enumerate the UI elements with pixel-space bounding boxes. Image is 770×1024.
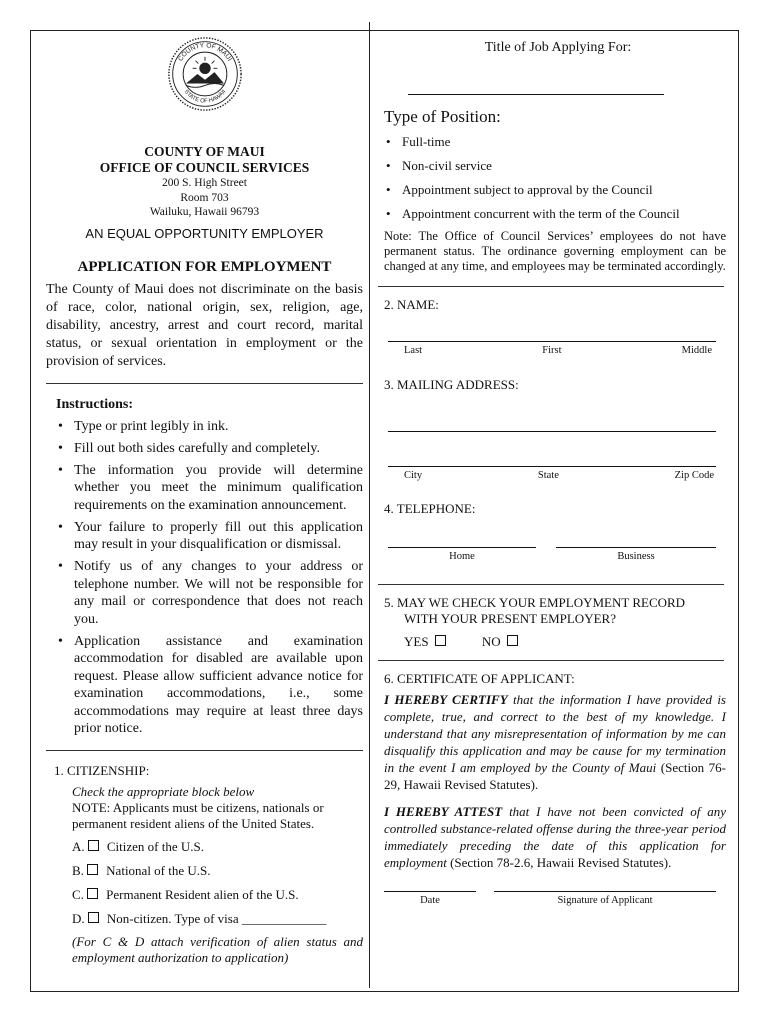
no-checkbox[interactable] [507,635,518,646]
zip-code-label: Zip Code [674,470,714,481]
name-parts [384,345,726,356]
job-title-label: Title of Job Applying For: [484,40,632,55]
certificate-heading: 6. CERTIFICATE OF APPLICANT: [384,671,575,686]
citizenship-option-b[interactable]: B. National of the U.S. [72,862,211,878]
middle-name-label: Middle [681,345,712,356]
date-field[interactable] [384,891,476,906]
yes-checkbox[interactable] [435,635,446,646]
address-line-2: Room 703 [180,191,229,204]
citizenship-option-c[interactable]: C. Permanent Resident alien of the U.S. [72,886,299,902]
signature-row [384,891,726,906]
certify-statement: I HEREBY CERTIFY that the information I have provided is complete, true, and correct to the best of my knowledge. I understand that any misrepresentation of information by me can disqualify this application and may be cause for my termination in the event I am employed by the County of Maui (Section 76-29, Hawaii Revised Statutes). [384,692,727,792]
seal-top-text: COUNTY OF MAUI [176,42,233,63]
street-address-field[interactable] [388,431,716,432]
column-divider [369,22,370,988]
citizenship-note: NOTE: Applicants must be citizens, nationals or permanent resident aliens of the United States. [72,799,324,831]
yes-option[interactable]: YES [404,634,451,649]
instruction-item: • Type or print legibly in ink. [58,418,229,434]
office-name: OFFICE OF COUNCIL SERVICES [99,160,310,175]
address-line-3: Wailuku, Hawaii 96793 [149,206,260,218]
citizenship-footnote: (For C & D attach verification of alien status and employment authorization to application) [72,933,363,965]
employment-record-question: 5. MAY WE CHECK YOUR EMPLOYMENT RECORD WITH YOUR PRESENT EMPLOYER? YES NO [384,595,726,650]
position-type-item: • Appointment subject to approval by the Council [386,182,653,197]
signature-label: Signature of Applicant [557,895,653,906]
left-column [46,30,363,966]
citizenship-option-a[interactable]: A. Citizen of the U.S. [72,838,205,854]
right-column [384,30,726,906]
home-phone-label: Home [449,551,475,562]
name-field[interactable] [388,341,716,342]
application-title: APPLICATION FOR EMPLOYMENT [77,258,332,275]
section-divider [46,383,363,384]
section-divider [46,750,363,751]
position-type-item: • Non-civil service [386,158,492,173]
city-state-zip-field[interactable] [388,466,716,467]
position-type-item: • Appointment concurrent with the term of the Council [386,206,680,221]
position-type-item: • Full-time [386,134,451,149]
checkbox[interactable] [88,840,99,851]
citizenship-section [54,763,363,966]
name-label: 2. NAME: [384,297,439,312]
instruction-item: • Your failure to properly fill out this application may result in your disqualification or dismissal. [58,519,363,552]
address-line-1: 200 S. High Street [162,177,247,189]
seal-bottom-text: STATE OF HAWAII [182,88,227,105]
last-name-label: Last [404,345,423,356]
attest-statement: I HEREBY ATTEST that I have not been convicted of any controlled substance-related offense during the three-year period immediately preceding the date of this application for employment (Section 78-2.6, Hawaii Revised Statutes). [384,804,726,870]
home-phone-field[interactable] [388,547,536,562]
address-parts [384,470,726,481]
checkbox[interactable] [87,864,98,875]
section-divider [378,660,724,661]
position-type-list [384,133,726,222]
instructions-section [56,396,363,738]
first-name-label: First [542,345,562,356]
citizenship-subheading: Check the appropriate block below [72,783,255,799]
date-label: Date [420,895,440,906]
checkbox[interactable] [87,888,98,899]
telephone-label: 4. TELEPHONE: [384,501,476,516]
status-note: Note: The Office of Council Services’ employees do not have permanent status. The ordinance governing employment can be changed at any time, and employees may be terminated accordingly. [384,229,726,273]
business-phone-label: Business [617,551,655,562]
job-title-field[interactable] [408,94,664,95]
business-phone-field[interactable] [556,547,716,562]
instruction-item: • Application assistance and examination accommodation for disabled are available upon request. Please allow sufficient advance notice for examination accommodations, i.e., some accommodations may require at least three days prior notice. [58,633,363,736]
state-label: State [537,470,559,481]
instructions-heading: Instructions: [56,396,134,412]
type-of-position-heading: Type of Position: [384,107,501,126]
instruction-item: • Notify us of any changes to your address or telephone number. We will not be responsible for any mail or correspondence that does not reach you. [58,559,363,627]
section-divider [378,286,724,287]
nondiscrimination-statement: The County of Maui does not discriminate on the basis of race, color, national origin, sex, religion, age, disability, ancestry, arrest and court record, marital status, or sexual orientation in employment or the provision of services. [46,281,363,369]
section-divider [378,584,724,585]
citizenship-heading: 1. CITIZENSHIP: [54,762,150,778]
eoe-statement: AN EQUAL OPPORTUNITY EMPLOYER [85,225,324,241]
no-option[interactable]: NO [482,634,523,649]
city-label: City [404,470,423,481]
telephone-fields [388,547,726,562]
org-name: COUNTY OF MAUI [144,144,265,159]
checkbox[interactable] [88,912,99,923]
yes-no-options [404,634,726,650]
instruction-item: • Fill out both sides carefully and completely. [58,440,320,456]
instruction-item: • The information you provide will determine whether you meet the minimum qualification requirements on the examination announcement. [58,462,363,513]
citizenship-option-d[interactable]: D. Non-citizen. Type of visa _____________ [72,910,327,926]
county-seal-icon [167,36,243,112]
mailing-address-label: 3. MAILING ADDRESS: [384,377,519,392]
instructions-list [56,418,363,738]
signature-field[interactable] [494,891,716,906]
